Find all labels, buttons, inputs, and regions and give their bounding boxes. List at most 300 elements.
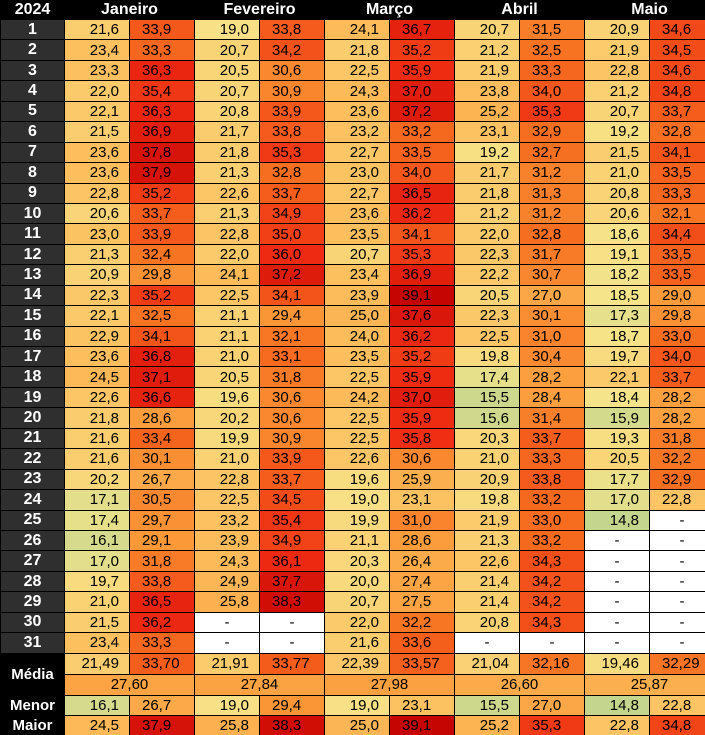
temperature-cell: 21,6 <box>325 633 389 652</box>
temperature-cell: 20,8 <box>585 184 649 203</box>
temperature-cell: 22,8 <box>585 61 649 80</box>
day-label: 17 <box>1 347 64 366</box>
menor-cell: 27,0 <box>520 696 584 715</box>
temperature-cell: 26,7 <box>130 470 194 489</box>
day-label: 13 <box>1 265 64 284</box>
temperature-cell: 20,3 <box>455 429 519 448</box>
month-header: Janeiro <box>65 1 194 19</box>
media-cell: 33,70 <box>130 654 194 674</box>
temperature-cell: 19,6 <box>325 470 389 489</box>
temperature-cell: 20,9 <box>585 20 649 39</box>
temperature-cell: 17,7 <box>585 470 649 489</box>
temperature-cell: 22,0 <box>325 613 389 632</box>
temperature-cell: 34,6 <box>650 61 705 80</box>
day-label: 25 <box>1 511 64 530</box>
temperature-cell: 17,1 <box>65 490 129 509</box>
temperature-cell: 22,1 <box>65 102 129 121</box>
month-header: Abril <box>455 1 584 19</box>
temperature-cell: 20,5 <box>195 367 259 386</box>
day-label: 24 <box>1 490 64 509</box>
temperature-cell: 36,2 <box>390 327 454 346</box>
temperature-cell: 36,3 <box>130 61 194 80</box>
temperature-cell: - <box>650 633 705 652</box>
media-combined-cell: 27,98 <box>325 675 454 695</box>
temperature-cell: 36,6 <box>130 388 194 407</box>
month-header: Maio <box>585 1 705 19</box>
temperature-cell: 32,5 <box>130 306 194 325</box>
temperature-cell: 32,1 <box>260 327 324 346</box>
temperature-cell: 33,7 <box>260 184 324 203</box>
temperature-cell: 21,0 <box>195 449 259 468</box>
temperature-cell: 33,8 <box>260 122 324 141</box>
temperature-cell: 22,6 <box>65 388 129 407</box>
temperature-cell: 36,2 <box>390 204 454 223</box>
temperature-cell: 36,8 <box>130 347 194 366</box>
menor-cell: 16,1 <box>65 696 129 715</box>
temperature-cell: 21,7 <box>455 163 519 182</box>
temperature-cell: 20,7 <box>325 592 389 611</box>
temperature-cell: 28,2 <box>650 408 705 427</box>
menor-cell: 22,8 <box>650 696 705 715</box>
day-label: 14 <box>1 286 64 305</box>
media-cell: 32,29 <box>650 654 705 674</box>
maior-cell: 25,2 <box>455 716 519 735</box>
temperature-cell: 24,3 <box>325 81 389 100</box>
temperature-cell: 21,8 <box>325 40 389 59</box>
temperature-cell: - <box>650 572 705 591</box>
temperature-cell: 31,5 <box>520 20 584 39</box>
temperature-cell: - <box>650 613 705 632</box>
temperature-cell: 21,0 <box>195 347 259 366</box>
media-cell: 19,46 <box>585 654 649 674</box>
temperature-cell: 21,3 <box>455 531 519 550</box>
temperature-cell: 20,8 <box>455 613 519 632</box>
temperature-cell: 21,8 <box>65 408 129 427</box>
temperature-cell: 33,3 <box>130 40 194 59</box>
temperature-cell: 16,1 <box>65 531 129 550</box>
temperature-cell: 35,3 <box>260 143 324 162</box>
media-cell: 33,57 <box>390 654 454 674</box>
temperature-cell: 24,3 <box>195 551 259 570</box>
temperature-cell: 15,9 <box>585 408 649 427</box>
temperature-cell: 22,7 <box>325 184 389 203</box>
temperature-cell: 22,6 <box>325 449 389 468</box>
temperature-cell: 33,2 <box>520 531 584 550</box>
temperature-cell: 30,1 <box>520 306 584 325</box>
maior-label: Maior <box>1 716 64 735</box>
temperature-cell: 33,9 <box>130 224 194 243</box>
temperature-cell: 19,7 <box>65 572 129 591</box>
temperature-cell: 37,8 <box>130 143 194 162</box>
day-label: 31 <box>1 633 64 652</box>
temperature-cell: 34,8 <box>650 81 705 100</box>
temperature-cell: 22,5 <box>455 327 519 346</box>
temperature-cell: 21,3 <box>195 163 259 182</box>
temperature-cell: 28,6 <box>390 531 454 550</box>
temperature-cell: 35,9 <box>390 61 454 80</box>
temperature-cell: 33,3 <box>520 61 584 80</box>
temperature-cell: 33,2 <box>390 122 454 141</box>
maior-cell: 38,3 <box>260 716 324 735</box>
temperature-cell: 20,5 <box>195 61 259 80</box>
temperature-cell: 19,3 <box>585 429 649 448</box>
temperature-cell: 23,2 <box>195 511 259 530</box>
temperature-cell: 32,8 <box>650 122 705 141</box>
temperature-cell: 22,5 <box>325 429 389 448</box>
temperature-cell: 33,9 <box>260 102 324 121</box>
temperature-cell: 23,1 <box>455 122 519 141</box>
temperature-cell: 20,6 <box>65 204 129 223</box>
temperature-cell: 22,0 <box>195 245 259 264</box>
temperature-cell: 27,5 <box>390 592 454 611</box>
temperature-cell: 22,8 <box>195 224 259 243</box>
temperature-cell: 22,8 <box>195 470 259 489</box>
temperature-cell: 19,0 <box>325 490 389 509</box>
temperature-cell: 34,6 <box>650 20 705 39</box>
temperature-cell: 21,9 <box>455 511 519 530</box>
temperature-cell: 32,9 <box>650 470 705 489</box>
temperature-cell: 23,6 <box>65 143 129 162</box>
temperature-cell: 24,5 <box>65 367 129 386</box>
temperature-cell: 19,7 <box>585 347 649 366</box>
temperature-cell: 37,6 <box>390 306 454 325</box>
temperature-cell: - <box>650 592 705 611</box>
temperature-cell: 35,3 <box>390 245 454 264</box>
temperature-cell: 34,4 <box>650 224 705 243</box>
temperature-cell: 36,1 <box>260 551 324 570</box>
temperature-cell: 32,4 <box>130 245 194 264</box>
temperature-cell: 19,9 <box>195 429 259 448</box>
media-cell: 33,77 <box>260 654 324 674</box>
temperature-cell: 38,3 <box>260 592 324 611</box>
temperature-cell: 19,8 <box>455 347 519 366</box>
temperature-cell: 34,5 <box>260 490 324 509</box>
temperature-cell: 14,8 <box>585 511 649 530</box>
temperature-cell: 30,4 <box>520 347 584 366</box>
temperature-cell: 29,4 <box>260 306 324 325</box>
temperature-cell: 37,2 <box>260 265 324 284</box>
temperature-cell: 20,7 <box>195 40 259 59</box>
temperature-cell: 35,4 <box>130 81 194 100</box>
temperature-cell: 22,0 <box>455 224 519 243</box>
temperature-cell: 31,0 <box>520 327 584 346</box>
temperature-cell: 20,9 <box>455 470 519 489</box>
day-label: 28 <box>1 572 64 591</box>
temperature-cell: 30,6 <box>260 388 324 407</box>
temperature-cell: 36,5 <box>390 184 454 203</box>
temperature-cell: 15,5 <box>455 388 519 407</box>
temperature-cell: 31,0 <box>390 511 454 530</box>
maior-cell: 22,8 <box>585 716 649 735</box>
temperature-cell: 18,5 <box>585 286 649 305</box>
temperature-cell: 34,0 <box>520 81 584 100</box>
temperature-cell: 28,4 <box>520 388 584 407</box>
temperature-cell: 35,8 <box>390 429 454 448</box>
temperature-cell: 30,7 <box>520 265 584 284</box>
temperature-cell: 21,0 <box>455 449 519 468</box>
month-header: Fevereiro <box>195 1 324 19</box>
temperature-cell: 21,8 <box>455 184 519 203</box>
temperature-cell: 20,7 <box>455 20 519 39</box>
temperature-cell: 23,4 <box>325 265 389 284</box>
temperature-cell: 36,5 <box>130 592 194 611</box>
temperature-cell: 17,3 <box>585 306 649 325</box>
temperature-cell: 22,5 <box>325 408 389 427</box>
day-label: 16 <box>1 327 64 346</box>
temperature-cell: 21,6 <box>65 429 129 448</box>
temperature-cell: 30,6 <box>260 61 324 80</box>
temperature-cell: 22,5 <box>195 286 259 305</box>
day-label: 2 <box>1 40 64 59</box>
temperature-cell: 33,0 <box>520 511 584 530</box>
media-cell: 22,39 <box>325 654 389 674</box>
temperature-cell: 33,8 <box>520 470 584 489</box>
temperature-cell: - <box>585 572 649 591</box>
temperature-cell: 29,8 <box>130 265 194 284</box>
day-label: 8 <box>1 163 64 182</box>
temperature-cell: 17,0 <box>585 490 649 509</box>
day-label: 5 <box>1 102 64 121</box>
temperature-cell: 22,6 <box>455 551 519 570</box>
temperature-cell: 33,3 <box>650 184 705 203</box>
menor-cell: 26,7 <box>130 696 194 715</box>
temperature-cell: 32,8 <box>260 163 324 182</box>
temperature-cell: 21,4 <box>455 592 519 611</box>
temperature-cell: 31,8 <box>130 551 194 570</box>
temperature-cell: 35,4 <box>260 511 324 530</box>
temperature-cell: 29,1 <box>130 531 194 550</box>
temperature-cell: 23,0 <box>325 163 389 182</box>
temperature-cell: 18,2 <box>585 265 649 284</box>
temperature-cell: - <box>455 633 519 652</box>
temperature-cell: 22,8 <box>65 184 129 203</box>
menor-cell: 19,0 <box>195 696 259 715</box>
temperature-cell: 34,9 <box>260 531 324 550</box>
temperature-cell: - <box>585 592 649 611</box>
temperature-cell: - <box>585 613 649 632</box>
temperature-cell: 23,5 <box>325 224 389 243</box>
temperature-cell: 36,9 <box>390 265 454 284</box>
month-header: Março <box>325 1 454 19</box>
temperature-cell: 21,9 <box>455 61 519 80</box>
temperature-cell: - <box>650 531 705 550</box>
temperature-cell: 34,2 <box>520 572 584 591</box>
day-label: 19 <box>1 388 64 407</box>
temperature-cell: 34,0 <box>390 163 454 182</box>
temperature-cell: 17,0 <box>65 551 129 570</box>
temperature-cell: 23,4 <box>65 40 129 59</box>
temperature-cell: 20,9 <box>65 265 129 284</box>
temperature-cell: 35,3 <box>520 102 584 121</box>
day-label: 22 <box>1 449 64 468</box>
temperature-cell: - <box>650 551 705 570</box>
temperature-cell: 23,6 <box>325 102 389 121</box>
temperature-cell: 22,9 <box>65 327 129 346</box>
temperature-cell: 21,2 <box>585 81 649 100</box>
temperature-cell: 20,3 <box>325 551 389 570</box>
temperature-cell: 36,0 <box>260 245 324 264</box>
media-cell: 21,91 <box>195 654 259 674</box>
temperature-cell: - <box>195 633 259 652</box>
temperature-cell: 20,5 <box>455 286 519 305</box>
temperature-cell: 22,6 <box>195 184 259 203</box>
temperature-cell: 28,2 <box>650 388 705 407</box>
temperature-cell: 27,0 <box>520 286 584 305</box>
temperature-cell: 32,7 <box>520 143 584 162</box>
temperature-cell: 21,4 <box>455 572 519 591</box>
temperature-cell: 33,7 <box>650 367 705 386</box>
day-label: 18 <box>1 367 64 386</box>
temperature-cell: 22,0 <box>65 81 129 100</box>
temperature-cell: 22,3 <box>455 306 519 325</box>
temperature-cell: 30,5 <box>130 490 194 509</box>
temperature-cell: 19,8 <box>455 490 519 509</box>
temperature-cell: 32,8 <box>520 224 584 243</box>
temperature-cell: 35,9 <box>390 408 454 427</box>
media-cell: 21,04 <box>455 654 519 674</box>
media-combined-cell: 25,87 <box>585 675 705 695</box>
temperature-cell: 33,7 <box>650 102 705 121</box>
temperature-cell: 31,8 <box>650 429 705 448</box>
temperature-cell: 15,6 <box>455 408 519 427</box>
temperature-cell: 24,0 <box>325 327 389 346</box>
temperature-cell: 36,3 <box>130 102 194 121</box>
temperature-cell: 22,3 <box>65 286 129 305</box>
temperature-cell: 21,5 <box>585 143 649 162</box>
temperature-cell: 37,0 <box>390 81 454 100</box>
day-label: 29 <box>1 592 64 611</box>
temperature-cell: 23,3 <box>65 61 129 80</box>
temperature-cell: 22,1 <box>65 306 129 325</box>
day-label: 7 <box>1 143 64 162</box>
temperature-cell: 22,3 <box>455 245 519 264</box>
menor-cell: 19,0 <box>325 696 389 715</box>
temperature-cell: 37,1 <box>130 367 194 386</box>
maior-cell: 25,8 <box>195 716 259 735</box>
temperature-cell: 28,2 <box>520 367 584 386</box>
temperature-cell: 23,1 <box>390 490 454 509</box>
temperature-cell: - <box>260 613 324 632</box>
media-combined-cell: 26,60 <box>455 675 584 695</box>
temperature-cell: 23,8 <box>455 81 519 100</box>
temperature-cell: 34,1 <box>260 286 324 305</box>
temperature-cell: 19,2 <box>585 122 649 141</box>
temperature-cell: 20,2 <box>65 470 129 489</box>
temperature-cell: 17,4 <box>455 367 519 386</box>
temperature-cell: 32,2 <box>390 613 454 632</box>
temperature-cell: 24,2 <box>325 388 389 407</box>
temperature-cell: 18,4 <box>585 388 649 407</box>
temperature-cell: 33,1 <box>260 347 324 366</box>
temperature-cell: 35,2 <box>130 184 194 203</box>
temperature-cell: 35,2 <box>390 347 454 366</box>
temperature-cell: 28,6 <box>130 408 194 427</box>
temperature-cell: 32,9 <box>520 122 584 141</box>
temperature-cell: 25,8 <box>195 592 259 611</box>
temperature-cell: 23,6 <box>65 163 129 182</box>
temperature-cell: 33,9 <box>130 20 194 39</box>
temperature-cell: 33,0 <box>650 327 705 346</box>
temperature-cell: 34,5 <box>650 40 705 59</box>
maior-cell: 34,8 <box>650 716 705 735</box>
temperature-cell: 33,7 <box>260 470 324 489</box>
temperature-cell: 17,4 <box>65 511 129 530</box>
day-label: 15 <box>1 306 64 325</box>
temperature-cell: 31,8 <box>260 367 324 386</box>
temperature-cell: 39,1 <box>390 286 454 305</box>
temperature-cell: 33,5 <box>650 163 705 182</box>
temperature-cell: - <box>195 613 259 632</box>
temperature-cell: 23,0 <box>65 224 129 243</box>
media-cell: 32,16 <box>520 654 584 674</box>
temperature-cell: 20,7 <box>585 102 649 121</box>
day-label: 3 <box>1 61 64 80</box>
temperature-cell: 22,7 <box>325 143 389 162</box>
temperature-cell: 26,4 <box>390 551 454 570</box>
temperature-cell: 22,5 <box>195 490 259 509</box>
temperature-cell: 33,3 <box>130 633 194 652</box>
temperature-cell: 33,7 <box>130 204 194 223</box>
temperature-cell: 33,3 <box>520 449 584 468</box>
temperature-cell: 21,3 <box>65 245 129 264</box>
temperature-cell: 37,2 <box>390 102 454 121</box>
temperature-cell: 33,9 <box>260 449 324 468</box>
maior-cell: 37,9 <box>130 716 194 735</box>
day-label: 12 <box>1 245 64 264</box>
temperature-cell: 19,2 <box>455 143 519 162</box>
temperature-cell: 34,3 <box>520 613 584 632</box>
temperature-cell: 35,0 <box>260 224 324 243</box>
temperature-cell: 21,5 <box>65 613 129 632</box>
temperature-cell: 35,9 <box>390 367 454 386</box>
temperature-cell: 30,1 <box>130 449 194 468</box>
temperature-cell: 30,6 <box>260 408 324 427</box>
temperature-cell: 34,0 <box>650 347 705 366</box>
temperature-cell: 21,3 <box>195 204 259 223</box>
temperature-cell: 37,9 <box>130 163 194 182</box>
menor-label: Menor <box>1 696 64 715</box>
temperature-cell: 33,8 <box>260 20 324 39</box>
temperature-cell: 37,7 <box>260 572 324 591</box>
maior-cell: 25,0 <box>325 716 389 735</box>
temperature-cell: 34,1 <box>130 327 194 346</box>
temperature-cell: 20,2 <box>195 408 259 427</box>
temperature-cell: - <box>520 633 584 652</box>
temperature-cell: 20,0 <box>325 572 389 591</box>
temperature-cell: 21,5 <box>65 122 129 141</box>
temperature-cell: 27,4 <box>390 572 454 591</box>
temperature-cell: 33,8 <box>130 572 194 591</box>
temperature-cell: 34,2 <box>520 592 584 611</box>
temperature-cell: 19,6 <box>195 388 259 407</box>
temperature-cell: 25,0 <box>325 306 389 325</box>
temperature-cell: 30,9 <box>260 429 324 448</box>
temperature-cell: - <box>585 531 649 550</box>
temperature-cell: 33,6 <box>390 633 454 652</box>
temperature-cell: 23,9 <box>195 531 259 550</box>
temperature-cell: 18,6 <box>585 224 649 243</box>
temperature-cell: 31,2 <box>520 163 584 182</box>
temperature-cell: 34,9 <box>260 204 324 223</box>
temperature-cell: 32,1 <box>650 204 705 223</box>
temperature-cell: 24,1 <box>325 20 389 39</box>
temperature-cell: 34,1 <box>390 224 454 243</box>
day-label: 1 <box>1 20 64 39</box>
media-label: Média <box>1 654 64 695</box>
temperature-cell: 25,9 <box>390 470 454 489</box>
temperature-cell: 25,2 <box>455 102 519 121</box>
temperature-cell: 19,9 <box>325 511 389 530</box>
